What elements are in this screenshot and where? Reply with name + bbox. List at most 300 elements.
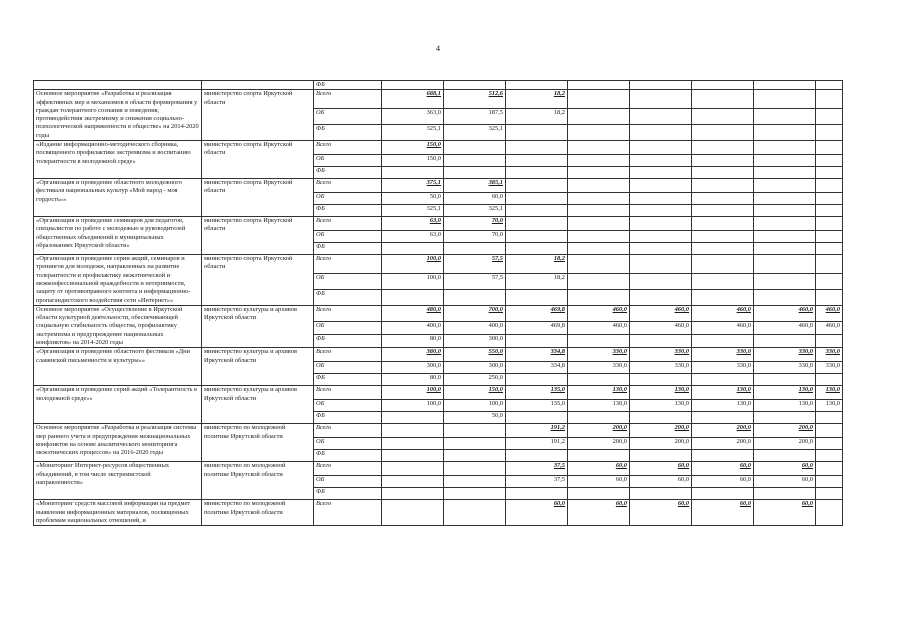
amount-cell: 460,0 (816, 305, 843, 321)
amount-cell: 460,0 (692, 321, 754, 334)
amount-cell (506, 374, 568, 386)
amount-cell (692, 412, 754, 424)
funding-source: ФБ (314, 81, 382, 90)
amount-cell (816, 193, 843, 205)
amount-cell (506, 141, 568, 155)
amount-cell (444, 243, 506, 255)
amount-cell (816, 109, 843, 125)
funding-source: ФБ (314, 167, 382, 179)
amount-cell (444, 500, 506, 526)
amount-cell (630, 155, 692, 167)
event-name: Основное мероприятие «Разработка и реализация системы мер раннего учета и предупреждения межнациональных конфликтов на основе аналитического мониторинга межэтнических процессов» на 2016-2020 годы (34, 424, 202, 462)
event-row (34, 217, 843, 231)
amount-cell (568, 167, 630, 179)
funding-source: Всего (314, 424, 382, 438)
amount-cell (754, 179, 816, 193)
funding-source: Всего (314, 305, 382, 321)
funding-source: ФБ (314, 488, 382, 500)
funding-source: ОБ (314, 321, 382, 334)
amount-cell (382, 438, 444, 450)
amount-cell: 330,0 (816, 348, 843, 362)
amount-cell (630, 109, 692, 125)
event-name: «Организация и проведение областного молодежного фестиваля национальных культур «Мой народ - моя гордость»» (34, 179, 202, 217)
amount-cell (692, 243, 754, 255)
amount-cell (754, 412, 816, 424)
amount-cell (382, 488, 444, 500)
amount-cell (816, 179, 843, 193)
amount-cell: 130,0 (568, 400, 630, 412)
funding-source: ФБ (314, 125, 382, 141)
amount-cell (816, 334, 843, 347)
amount-cell (754, 109, 816, 125)
amount-cell: 330,0 (754, 362, 816, 374)
amount-cell (444, 488, 506, 500)
amount-cell (692, 141, 754, 155)
amount-cell (382, 243, 444, 255)
amount-cell (816, 273, 843, 289)
amount-cell (506, 231, 568, 243)
amount-cell (816, 217, 843, 231)
amount-cell (568, 255, 630, 274)
amount-cell: 60,0 (692, 462, 754, 476)
funding-source: ОБ (314, 438, 382, 450)
amount-cell: 60,0 (692, 500, 754, 526)
amount-cell: 460,0 (692, 305, 754, 321)
amount-cell: 300,0 (444, 334, 506, 347)
amount-cell (754, 217, 816, 231)
amount-cell: 330,0 (754, 348, 816, 362)
amount-cell (816, 141, 843, 155)
funding-source: Всего (314, 348, 382, 362)
amount-cell: 60,0 (630, 500, 692, 526)
funding-source: ФБ (314, 412, 382, 424)
funding-source: Всего (314, 386, 382, 400)
amount-cell (382, 462, 444, 476)
amount-cell: 50,0 (382, 193, 444, 205)
amount-cell (506, 289, 568, 305)
amount-cell: 57,5 (444, 273, 506, 289)
amount-cell (816, 500, 843, 526)
funding-source: ФБ (314, 450, 382, 462)
amount-cell: 200,0 (630, 424, 692, 438)
funding-source: ОБ (314, 273, 382, 289)
amount-cell: 60,0 (754, 500, 816, 526)
amount-cell: 330,0 (568, 362, 630, 374)
amount-cell (816, 289, 843, 305)
amount-cell (506, 179, 568, 193)
amount-cell (754, 141, 816, 155)
amount-cell (630, 167, 692, 179)
amount-cell: 18,2 (506, 273, 568, 289)
amount-cell: 325,1 (382, 125, 444, 141)
amount-cell: 460,0 (754, 321, 816, 334)
amount-cell (568, 205, 630, 217)
amount-cell: 330,0 (692, 348, 754, 362)
event-name: Основное мероприятие «Разработка и реализация эффективных мер и механизмов в области формирования у граждан толерантного сознания и поведения, противодействия экстремизму и снижения социально-психологической напряженности в обществе» на 2014-2020 годы (34, 90, 202, 141)
amount-cell (506, 167, 568, 179)
event-row (34, 348, 843, 362)
amount-cell (692, 90, 754, 109)
amount-cell (754, 81, 816, 90)
event-row (34, 255, 843, 274)
amount-cell (568, 217, 630, 231)
amount-cell: 18,2 (506, 90, 568, 109)
amount-cell (568, 374, 630, 386)
amount-cell (568, 231, 630, 243)
amount-cell (816, 90, 843, 109)
amount-cell (568, 141, 630, 155)
amount-cell: 460,0 (754, 305, 816, 321)
executor-name: министерство по молодежной политике Иркутской области (202, 500, 314, 526)
event-row (34, 305, 843, 321)
executor-name: министерство спорта Иркутской области (202, 141, 314, 179)
event-name: «Организация и проведение областного фестиваля «Дни славянской письменности и культуры»» (34, 348, 202, 386)
amount-cell (630, 255, 692, 274)
event-row (34, 141, 843, 155)
amount-cell: 200,0 (630, 438, 692, 450)
amount-cell (382, 500, 444, 526)
amount-cell (754, 167, 816, 179)
amount-cell: 18,2 (506, 109, 568, 125)
amount-cell: 385,1 (444, 179, 506, 193)
amount-cell: 60,0 (630, 462, 692, 476)
funding-source: Всего (314, 217, 382, 231)
event-name: «Издание информационно-методического сборника, посвященного профилактике экстремизма и воспитанию толерантности в молодежной среде» (34, 141, 202, 179)
amount-cell: 300,0 (444, 362, 506, 374)
amount-cell (568, 90, 630, 109)
amount-cell (816, 125, 843, 141)
amount-cell (630, 488, 692, 500)
amount-cell: 60,0 (568, 500, 630, 526)
amount-cell (382, 450, 444, 462)
amount-cell (444, 450, 506, 462)
amount-cell: 60,0 (568, 462, 630, 476)
amount-cell (692, 81, 754, 90)
amount-cell: 187,5 (444, 109, 506, 125)
amount-cell (692, 205, 754, 217)
amount-cell: 37,5 (506, 476, 568, 488)
amount-cell (568, 109, 630, 125)
amount-cell (692, 450, 754, 462)
amount-cell: 200,0 (754, 438, 816, 450)
amount-cell (754, 334, 816, 347)
funding-source: Всего (314, 90, 382, 109)
amount-cell: 60,0 (568, 476, 630, 488)
amount-cell: 334,8 (506, 362, 568, 374)
amount-cell (630, 289, 692, 305)
event-row (34, 500, 843, 526)
amount-cell: 130,0 (816, 400, 843, 412)
amount-cell (630, 334, 692, 347)
executor-name: министерство культуры и архивов Иркутской области (202, 348, 314, 386)
amount-cell (692, 289, 754, 305)
amount-cell: 191,2 (506, 438, 568, 450)
amount-cell (630, 193, 692, 205)
amount-cell: 550,0 (444, 348, 506, 362)
executor-name: министерство спорта Иркутской области (202, 217, 314, 255)
amount-cell (754, 155, 816, 167)
amount-cell (506, 81, 568, 90)
amount-cell: 100,0 (444, 400, 506, 412)
funding-source: ОБ (314, 231, 382, 243)
amount-cell (444, 424, 506, 438)
event-row (34, 81, 843, 90)
amount-cell (692, 374, 754, 386)
amount-cell (630, 231, 692, 243)
amount-cell: 70,0 (444, 217, 506, 231)
amount-cell: 130,0 (754, 400, 816, 412)
amount-cell: 18,2 (506, 255, 568, 274)
amount-cell: 380,0 (382, 348, 444, 362)
amount-cell: 400,0 (382, 321, 444, 334)
event-row (34, 462, 843, 476)
funding-source: ФБ (314, 334, 382, 347)
amount-cell (754, 374, 816, 386)
amount-cell (692, 109, 754, 125)
amount-cell: 512,6 (444, 90, 506, 109)
funding-source: ОБ (314, 476, 382, 488)
amount-cell (568, 273, 630, 289)
amount-cell (816, 155, 843, 167)
amount-cell: 460,0 (816, 321, 843, 334)
amount-cell: 135,0 (506, 386, 568, 400)
amount-cell: 700,0 (444, 305, 506, 321)
funding-source: Всего (314, 179, 382, 193)
executor-name: министерство по молодежной политике Иркутской области (202, 424, 314, 462)
amount-cell: 460,0 (630, 321, 692, 334)
amount-cell: 200,0 (568, 424, 630, 438)
amount-cell: 325,1 (444, 205, 506, 217)
amount-cell: 63,0 (382, 231, 444, 243)
amount-cell (444, 81, 506, 90)
funding-source: Всего (314, 462, 382, 476)
amount-cell: 135,0 (506, 400, 568, 412)
amount-cell: 130,0 (754, 386, 816, 400)
amount-cell (506, 155, 568, 167)
amount-cell (630, 205, 692, 217)
amount-cell: 330,0 (630, 362, 692, 374)
amount-cell (568, 450, 630, 462)
amount-cell (630, 141, 692, 155)
amount-cell (506, 488, 568, 500)
amount-cell (754, 289, 816, 305)
amount-cell (754, 255, 816, 274)
amount-cell (506, 412, 568, 424)
amount-cell (382, 412, 444, 424)
amount-cell (630, 217, 692, 231)
amount-cell (692, 488, 754, 500)
amount-cell (754, 488, 816, 500)
amount-cell (692, 273, 754, 289)
amount-cell: 80,0 (382, 374, 444, 386)
amount-cell (816, 476, 843, 488)
funding-source: Всего (314, 141, 382, 155)
amount-cell (692, 217, 754, 231)
amount-cell: 460,0 (630, 305, 692, 321)
event-name: «Организация и проведение серий акций «Толерантность в молодежной среде»» (34, 386, 202, 424)
event-row (34, 386, 843, 400)
amount-cell (444, 462, 506, 476)
amount-cell (382, 167, 444, 179)
funding-source: ФБ (314, 205, 382, 217)
amount-cell: 200,0 (692, 424, 754, 438)
amount-cell (568, 412, 630, 424)
funding-source: ФБ (314, 289, 382, 305)
amount-cell (692, 155, 754, 167)
amount-cell (754, 205, 816, 217)
amount-cell (506, 217, 568, 231)
amount-cell: 469,8 (506, 305, 568, 321)
amount-cell (754, 243, 816, 255)
amount-cell: 330,0 (692, 362, 754, 374)
executor-name (202, 81, 314, 90)
funding-source: Всего (314, 255, 382, 274)
amount-cell (816, 255, 843, 274)
amount-cell (630, 81, 692, 90)
amount-cell: 100,0 (382, 386, 444, 400)
amount-cell (754, 231, 816, 243)
amount-cell (692, 179, 754, 193)
amount-cell: 375,1 (382, 179, 444, 193)
amount-cell (754, 450, 816, 462)
amount-cell: 130,0 (568, 386, 630, 400)
amount-cell (568, 81, 630, 90)
event-name: «Организация и проведение семинаров для педагогов, специалистов по работе с молодежью и руководителей общественных объединений в муниципальных образованиях Иркутской области» (34, 217, 202, 255)
amount-cell: 150,0 (382, 155, 444, 167)
amount-cell (754, 90, 816, 109)
event-row (34, 424, 843, 438)
funding-source: ОБ (314, 362, 382, 374)
event-name: «Организация и проведение серии акций, семинаров и тренингов для молодежи, направленных на развитие толерантности и профилактику межэтнической и межконфессиональной враждебности и нетерпимости, защиту от противоправного контента и информационно-пропагандистского воздействия сети «Интернет»» (34, 255, 202, 306)
amount-cell (444, 438, 506, 450)
amount-cell (444, 167, 506, 179)
amount-cell (692, 255, 754, 274)
amount-cell: 334,8 (506, 348, 568, 362)
amount-cell: 191,2 (506, 424, 568, 438)
event-name (34, 81, 202, 90)
executor-name: министерство спорта Иркутской области (202, 255, 314, 306)
amount-cell (630, 450, 692, 462)
amount-cell (568, 193, 630, 205)
amount-cell: 130,0 (630, 386, 692, 400)
amount-cell: 460,0 (568, 305, 630, 321)
amount-cell (816, 243, 843, 255)
event-row (34, 179, 843, 193)
amount-cell (754, 193, 816, 205)
amount-cell (630, 412, 692, 424)
amount-cell (816, 205, 843, 217)
amount-cell: 50,0 (444, 412, 506, 424)
amount-cell: 150,0 (382, 141, 444, 155)
amount-cell (506, 450, 568, 462)
amount-cell: 200,0 (692, 438, 754, 450)
amount-cell: 325,1 (382, 205, 444, 217)
amount-cell (382, 424, 444, 438)
funding-source: ОБ (314, 155, 382, 167)
amount-cell: 60,0 (754, 462, 816, 476)
amount-cell: 63,0 (382, 217, 444, 231)
amount-cell (816, 231, 843, 243)
event-name: Основное мероприятие «Осуществление в Иркутской области культурной деятельности, обеспечивающей социальную стабильность общества, профилактику экстремизма и предупреждение национальных конфликтов» на 2014-2020 годы (34, 305, 202, 347)
amount-cell (816, 462, 843, 476)
amount-cell: 400,0 (444, 321, 506, 334)
amount-cell (816, 81, 843, 90)
funding-source: Всего (314, 500, 382, 526)
event-name: «Мониторинг средств массовой информации на предмет выявления информационных материалов, посвященных проблемам национальных отношений, и (34, 500, 202, 526)
amount-cell (692, 231, 754, 243)
amount-cell: 688,1 (382, 90, 444, 109)
amount-cell: 460,0 (568, 321, 630, 334)
amount-cell (568, 155, 630, 167)
amount-cell: 60,0 (754, 476, 816, 488)
amount-cell: 57,5 (444, 255, 506, 274)
amount-cell (506, 243, 568, 255)
amount-cell: 300,0 (382, 362, 444, 374)
amount-cell (816, 412, 843, 424)
event-name: «Мониторинг Интернет-ресурсов общественных объединений, в том числе экстремистской направленности» (34, 462, 202, 500)
amount-cell: 100,0 (382, 400, 444, 412)
funding-source: ОБ (314, 400, 382, 412)
amount-cell: 60,0 (444, 193, 506, 205)
amount-cell (630, 179, 692, 193)
executor-name: министерство по молодежной политике Иркутской области (202, 462, 314, 500)
amount-cell (382, 289, 444, 305)
amount-cell (692, 167, 754, 179)
funding-source: ФБ (314, 374, 382, 386)
amount-cell: 250,0 (444, 374, 506, 386)
amount-cell: 325,1 (444, 125, 506, 141)
funding-source: ОБ (314, 193, 382, 205)
amount-cell (816, 167, 843, 179)
amount-cell (630, 125, 692, 141)
amount-cell: 100,0 (382, 255, 444, 274)
amount-cell (816, 488, 843, 500)
amount-cell (444, 141, 506, 155)
amount-cell (382, 81, 444, 90)
amount-cell (568, 179, 630, 193)
funding-source: ФБ (314, 243, 382, 255)
amount-cell: 150,0 (444, 386, 506, 400)
amount-cell: 80,0 (382, 334, 444, 347)
amount-cell (506, 193, 568, 205)
amount-cell (692, 334, 754, 347)
amount-cell: 330,0 (816, 362, 843, 374)
amount-cell (816, 374, 843, 386)
amount-cell: 200,0 (754, 424, 816, 438)
amount-cell (630, 90, 692, 109)
amount-cell (568, 488, 630, 500)
amount-cell (568, 125, 630, 141)
amount-cell (506, 334, 568, 347)
amount-cell (444, 289, 506, 305)
amount-cell (630, 243, 692, 255)
amount-cell: 130,0 (692, 386, 754, 400)
amount-cell: 37,5 (506, 462, 568, 476)
amount-cell (382, 476, 444, 488)
budget-table (33, 80, 843, 526)
amount-cell: 60,0 (506, 500, 568, 526)
amount-cell (692, 125, 754, 141)
amount-cell (630, 374, 692, 386)
amount-cell: 469,8 (506, 321, 568, 334)
amount-cell (444, 155, 506, 167)
amount-cell (816, 424, 843, 438)
amount-cell: 330,0 (568, 348, 630, 362)
amount-cell (754, 125, 816, 141)
page-number: 4 (436, 44, 440, 53)
amount-cell: 100,0 (382, 273, 444, 289)
amount-cell: 130,0 (816, 386, 843, 400)
